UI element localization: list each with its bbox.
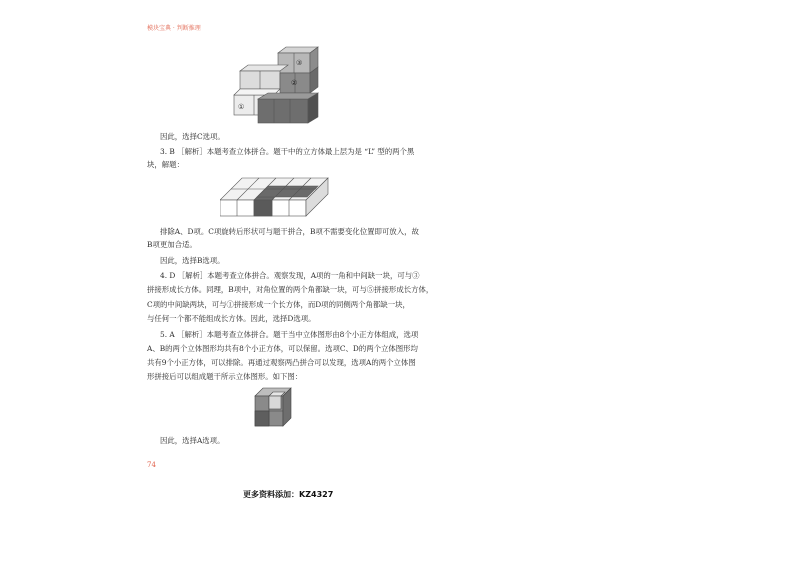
- assembled-cube-figure: [251, 384, 297, 430]
- paragraph-q3-line2: 块，解题：: [147, 160, 184, 169]
- paragraph-q5-line1: 5. A ［解析］本题考查立体拼合。题干当中立体图形由8个小正方体组成，选项: [160, 330, 419, 339]
- paragraph-conclusion-a: 因此，选择A选项。: [160, 436, 225, 445]
- paragraph-q3-line4: B项更加合适。: [147, 240, 197, 249]
- paragraph-q4-line4: 与任何一个都不能组成长方体。因此，选择D选项。: [147, 314, 316, 323]
- figure-label-1: ①: [238, 103, 245, 111]
- paragraph-q5-line2: A、B的两个立体图形均共有8个小正方体，可以保留。选项C、D的两个立体图形均: [147, 344, 418, 353]
- page-number: 74: [147, 461, 156, 469]
- stacked-cubes-figure: [228, 43, 328, 128]
- paragraph-q4-line1: 4. D ［解析］本题考查立体拼合。观察发现，A项的一角和中间缺一块，可与③: [160, 271, 420, 280]
- paragraph-q4-line3: C项的中间缺两块，可与①拼接形成一个长方体，而D项的同侧两个角都缺一块，: [147, 300, 410, 309]
- page-header: 模块宝典 · 判断推理: [147, 25, 201, 32]
- paragraph-q5-line3: 共有9个小正方体，可以排除。再通过观察两凸拼合可以发现，选项A的两个立体图: [147, 358, 416, 367]
- paragraph-q3-line1: 3. B ［解析］本题考查立体拼合。题干中的立方体最上层为是 “L” 型的两个黑: [160, 147, 415, 156]
- footer-note: 更多资料添加：KZ4327: [243, 490, 334, 499]
- paragraph-q4-line2: 拼接形成长方体。同理，B项中，对角位置的两个角都缺一块，可与⑤拼接形成长方体，: [147, 285, 434, 294]
- paragraph-q3-line3: 排除A、D项。C项旋转后形状可与题干拼合，B项不需要变化位置即可放入，故: [160, 227, 419, 236]
- figure-label-3: ③: [296, 59, 303, 67]
- figure-label-2: ②: [291, 79, 298, 87]
- paragraph-conclusion-b: 因此，选择B选项。: [160, 256, 225, 265]
- flat-slab-figure: [220, 172, 332, 220]
- paragraph-q5-line4: 形拼接后可以组成题干所示立体图形。如下图：: [147, 372, 303, 381]
- paragraph-conclusion-c: 因此，选择C选项。: [160, 132, 225, 141]
